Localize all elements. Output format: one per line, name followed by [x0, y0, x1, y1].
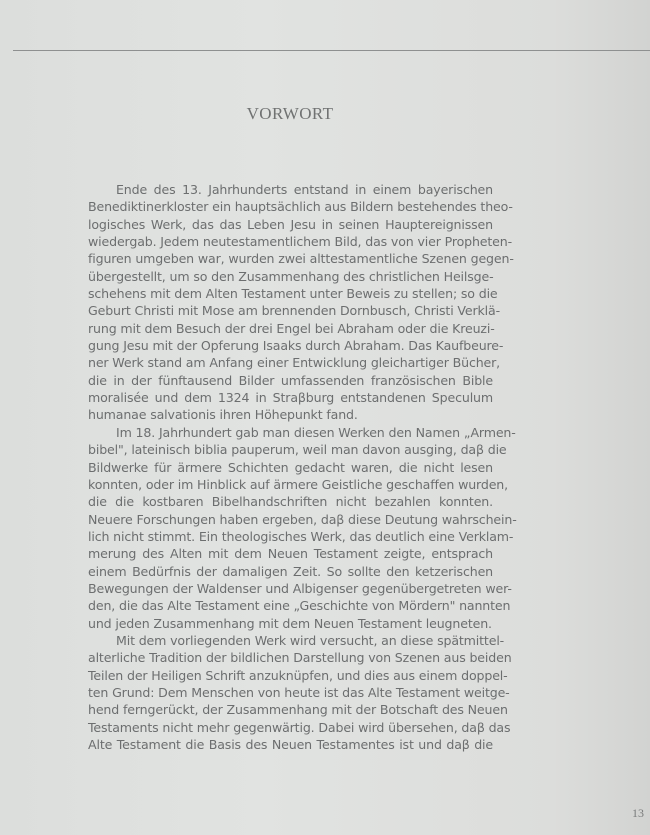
text-line: moralisée und dem 1324 in Straβburg entstandenen Speculum [88, 390, 493, 406]
text-line: humanae salvationis ihren Höhepunkt fand. [88, 407, 358, 423]
text-line: Geburt Christi mit Mose am brennenden Dornbusch, Christi Verklä- [88, 303, 500, 319]
text-line: die in der fünftausend Bilder umfassenden französischen Bible [88, 372, 493, 388]
text-line: Teilen der Heiligen Schrift anzuknüpfen, und dies aus einem doppel- [88, 667, 508, 683]
text-line: rung mit dem Besuch der drei Engel bei Abraham oder die Kreuzi- [88, 320, 495, 336]
text-line: figuren umgeben war, wurden zwei alttestamentliche Szenen gegen- [88, 251, 514, 267]
text-line: lich nicht stimmt. Ein theologisches Werk, das deutlich eine Verklam- [88, 528, 514, 544]
text-line: den, die das Alte Testament eine „Geschichte von Mördern" nannten [88, 598, 511, 614]
text-line: übergestellt, um so den Zusammenhang des christlichen Heilsge- [88, 268, 494, 284]
text-line: schehens mit dem Alten Testament unter Beweis zu stellen; so die [88, 286, 498, 302]
text-line: Ende des 13. Jahrhunderts entstand in einem bayerischen [116, 182, 493, 197]
text-line: bibel", lateinisch biblia pauperum, weil man davon ausging, daβ die [88, 442, 507, 458]
text-line: Testaments nicht mehr gegenwärtig. Dabei wird übersehen, daβ das [88, 719, 511, 735]
text-line: Bildwerke für ärmere Schichten gedacht waren, die nicht lesen [88, 459, 493, 475]
text-line: konnten, oder im Hinblick auf ärmere Geistliche geschaffen wurden, [88, 476, 508, 492]
text-line: einem Bedürfnis der damaligen Zeit. So sollte den ketzerischen [88, 563, 493, 579]
text-line: merung des Alten mit dem Neuen Testament zeigte, entsprach [88, 546, 493, 562]
text-line: ten Grund: Dem Menschen von heute ist das Alte Testament weitge- [88, 684, 510, 700]
preface-body [88, 181, 517, 753]
text-line: die die kostbaren Bibelhandschriften nicht bezahlen konnten. [88, 494, 493, 510]
text-line: Alte Testament die Basis des Neuen Testamentes ist und daβ die [88, 737, 493, 752]
text-line: Bewegungen der Waldenser und Albigenser gegenübergetreten wer- [88, 580, 512, 596]
text-line: Neuere Forschungen haben ergeben, daβ diese Deutung wahrschein- [88, 511, 517, 527]
text-line: hend ferngerückt, der Zusammenhang mit der Botschaft des Neuen [88, 702, 508, 718]
header-rule [13, 50, 650, 51]
paragraph-2 [88, 424, 517, 632]
text-line: Im 18. Jahrhundert gab man diesen Werken den Namen „Armen- [116, 424, 516, 440]
text-line: Mit dem vorliegenden Werk wird versucht, an diese spätmittel- [116, 632, 505, 648]
text-line: und jeden Zusammenhang mit dem Neuen Testament leugneten. [88, 615, 492, 631]
text-line: alterliche Tradition der bildlichen Darstellung von Szenen aus beiden [88, 650, 512, 666]
text-line: gung Jesu mit der Opferung Isaaks durch Abraham. Das Kaufbeure- [88, 338, 504, 354]
paragraph-3 [88, 632, 512, 753]
text-line: logisches Werk, das das Leben Jesu in seinen Hauptereignissen [88, 216, 493, 232]
text-line: wiedergab. Jedem neutestamentlichem Bild, das von vier Propheten- [88, 234, 513, 250]
text-line: Benediktinerkloster ein hauptsächlich aus Bildern bestehendes theo- [88, 199, 513, 215]
page-title: VORWORT [246, 104, 334, 124]
paragraph-1 [88, 181, 514, 424]
text-line: ner Werk stand am Anfang einer Entwicklung gleichartiger Bücher, [88, 355, 501, 371]
page-number: 13 [632, 806, 644, 820]
